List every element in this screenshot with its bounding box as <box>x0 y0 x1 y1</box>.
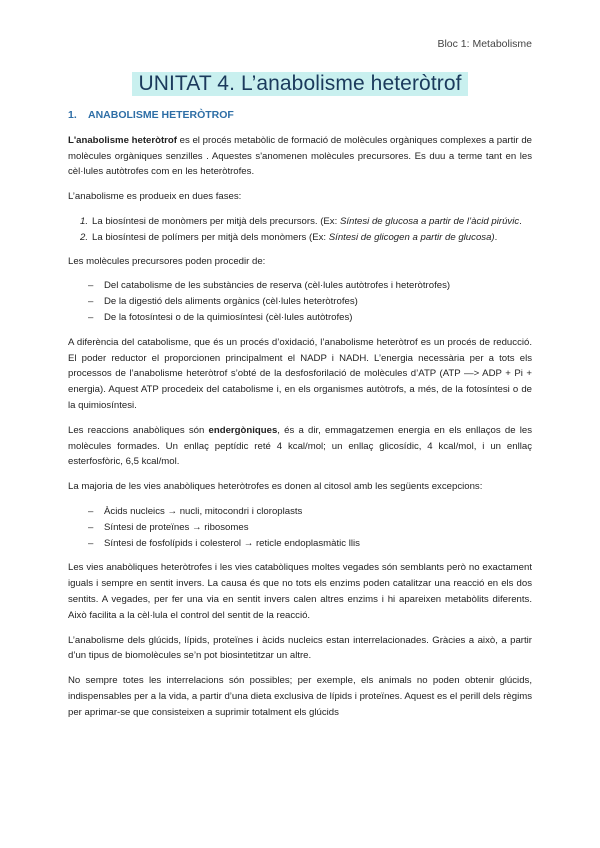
paragraph-definition <box>68 133 532 180</box>
paragraph-exceptions-intro: La majoria de les vies anabòliques heteròtrofes es donen al citosol amb les següents excepcions: <box>68 481 483 493</box>
paragraph-sources-intro: Les molècules precursores poden procedir de: <box>68 255 266 267</box>
list-item <box>68 294 532 310</box>
section-heading <box>68 108 532 124</box>
list-item <box>68 520 532 536</box>
list-item <box>68 214 532 230</box>
paragraph-reduction: A diferència del catabolisme, que és un procés d’oxidació, l’anabolisme heteròtrof es un procés de reducció. El poder reductor el proporcionen principalment el NADP i NADH. L’energia necessària per a tots els processos de l’anabolisme heteròtrof s’obté de la desfosforilació de molècules d’ATP (ATP —> ADP + Pi + energia). Aquest ATP procedeix del catabolisme i, en els organismes autòtrofs, a més, de la fotosíntesi o de la quimiosíntesi. <box>68 336 532 411</box>
phases-list <box>68 214 532 246</box>
exceptions-list <box>68 504 532 551</box>
definition-text: es el procés metabòlic de formació de molècules orgàniques complexes a partir de molècules orgàniques senzilles . Aquestes s'anomenen molècules precursores. Es duu a terme tant en les cèl·lules autòtrofes com en les heteròtrofes. <box>68 134 532 178</box>
list-text: La biosíntesi de monòmers per mitjà dels precursors. (Ex: <box>92 215 340 227</box>
sources-list <box>68 278 532 325</box>
bold-term: endergòniques <box>208 424 278 436</box>
list-example: Síntesi de glicogen a partir de glucosa) <box>328 231 495 243</box>
page-header: Bloc 1: Metabolisme <box>437 38 532 50</box>
list-text: De la fotosíntesi o de la quimiosíntesi (cèl·lules autòtrofes) <box>104 311 353 323</box>
list-number: 1. <box>79 215 88 227</box>
section-title: ANABOLISME HETERÒTROF <box>88 109 234 121</box>
dash-bullet: – <box>88 311 94 323</box>
dash-bullet: – <box>88 296 94 308</box>
list-text: De la digestió dels aliments orgànics (cèl·lules heteròtrofes) <box>104 296 358 308</box>
paragraph-pathways: Les vies anabòliques heteròtrofes i les vies catabòliques moltes vegades són semblants però no exactament iguals i sempre en sentit invers. La causa és que no tots els enzims poden catalitzar una reacció en els dos sentits. A vegades, per fer una via en sentit invers calen altres enzims i hi apareixen metabòlits diferents. Això facilita a la cèl·lula el control del sentit de la reacció. <box>68 562 532 621</box>
dash-bullet: – <box>88 280 94 292</box>
list-item <box>68 504 532 520</box>
title-container <box>0 72 600 96</box>
dash-bullet: – <box>88 521 94 533</box>
list-text: Àcids nucleics → nucli, mitocondri i cloroplasts <box>104 505 303 517</box>
list-item <box>68 278 532 294</box>
list-item <box>68 536 532 552</box>
list-text: La biosíntesi de polímers per mitjà dels monòmers (Ex: <box>92 231 329 243</box>
definition-term: L'anabolisme heteròtrof <box>68 134 177 146</box>
dash-bullet: – <box>88 505 94 517</box>
paragraph-interrelations: L’anabolisme dels glúcids, lípids, proteïnes i àcids nucleics estan interrelacionades. Gràcies a això, a partir d’un tipus de biomolècules se’n pot biosintetitzar un altre. <box>68 634 532 662</box>
paragraph-diet: No sempre totes les interrelacions són possibles; per exemple, els animals no poden obtenir glúcids, indispensables per a la vida, a partir d’una dieta exclusiva de lípids i proteïnes. Aquest es el perill dels règims per aprimar-se que consisteixen a suprimir totalment els glúcids <box>68 675 532 718</box>
paragraph-endergonic <box>68 423 532 470</box>
list-text: Síntesi de fosfolípids i colesterol → reticle endoplasmàtic llis <box>104 537 360 549</box>
list-text: Síntesi de proteïnes → ribosomes <box>104 521 249 533</box>
document-body <box>68 108 532 730</box>
list-item <box>68 310 532 326</box>
dash-bullet: – <box>88 537 94 549</box>
paragraph-phases-intro: L’anabolisme es produeix en dues fases: <box>68 191 242 203</box>
text-span: , és a dir, emmagatzemen energia en els enllaços de les molècules formades. Un enllaç peptídic reté 4 kcal/mol; un enllaç glicosídic, 4 kcal/mol, i un enllaç esterfosfòric, 6,5 kcal/mol. <box>68 424 532 468</box>
section-number: 1. <box>68 109 77 121</box>
text-span: Les reaccions anabòliques són <box>68 424 209 436</box>
list-example: Síntesi de glucosa a partir de l’àcid pirúvic <box>339 215 520 227</box>
list-end: . <box>519 215 522 227</box>
list-item <box>68 230 532 246</box>
list-number: 2. <box>79 231 88 243</box>
list-end: . <box>494 231 498 243</box>
list-text: Del catabolisme de les substàncies de reserva (cèl·lules autòtrofes i heteròtrofes) <box>104 280 451 292</box>
page-title: UNITAT 4. L’anabolisme heteròtrof <box>132 72 467 96</box>
